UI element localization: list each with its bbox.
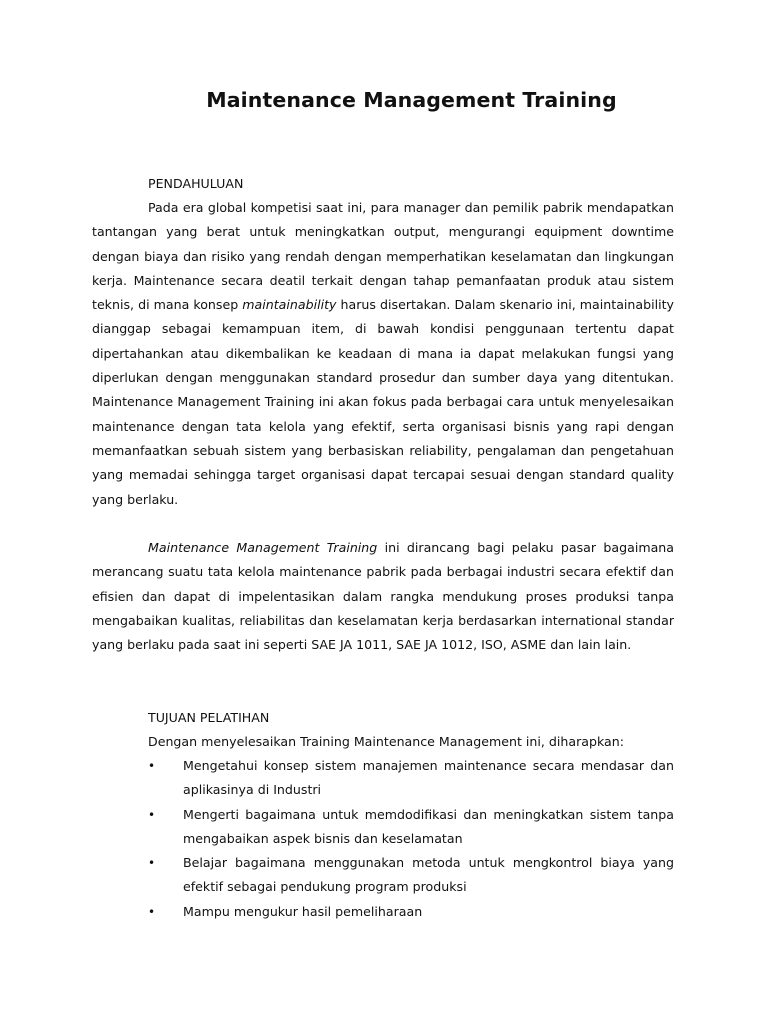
list-item: [92, 851, 674, 900]
bullet-icon: •: [148, 904, 156, 919]
list-item: [92, 900, 674, 924]
italic-term: maintainability: [242, 297, 337, 313]
paragraph-text: Pada era global kompetisi saat ini, para manager dan pemilik pabrik mendapatkan tantangan yang berat untuk meningkatkan output, mengurangi equipment downtime dengan biaya dan risiko yang rendah dengan memperhatikan keselamatan dan lingkungan kerja. Maintenance secara deatil terkait dengan tahap pemanfaatan produk atau sistem teknis, di mana konsep: [92, 200, 674, 313]
italic-term: Maintenance Management Training: [148, 540, 378, 555]
section-heading-tujuan: TUJUAN PELATIHAN: [148, 710, 270, 725]
tujuan-intro: Dengan menyelesaikan Training Maintenance Management ini, diharapkan:: [148, 734, 624, 749]
section-heading-pendahuluan: PENDAHULUAN: [148, 176, 244, 191]
list-item-text: Belajar bagaimana menggunakan metoda untuk mengkontrol biaya yang efektif sebagai pendukung program produksi: [183, 855, 674, 895]
list-item-text: Mengerti bagaimana untuk memdodifikasi dan meningkatkan sistem tanpa mengabaikan aspek bisnis dan keselamatan: [183, 806, 674, 846]
list-item: [92, 754, 674, 803]
document-title: Maintenance Management Training: [206, 88, 617, 112]
bullet-icon: •: [148, 807, 156, 822]
list-item-text: Mampu mengukur hasil pemeliharaan: [183, 903, 423, 919]
objective-list: [92, 754, 674, 924]
bullet-icon: •: [148, 759, 156, 773]
paragraph-text: ini dirancang bagi pelaku pasar bagaimana merancang suatu tata kelola maintenance pabrik pada berbagai industri secara efektif dan efisien dan dapat di impelentasikan dalam rangka mendukung proses produksi tanpa mengabaikan kualitas, reliabilitas dan keselamatan kerja berdasarkan international standar yang berlaku pada saat ini seperti SAE JA 1011, SAE JA 1012, ISO, ASME dan lain lain.: [92, 540, 675, 653]
paragraph-pendahuluan-2: [92, 536, 674, 657]
list-item: [92, 803, 674, 852]
list-item-text: Mengetahui konsep sistem manajemen maintenance secara mendasar dan aplikasinya di Industri: [183, 758, 674, 798]
paragraph-pendahuluan-1: [92, 196, 674, 512]
bullet-icon: •: [148, 856, 156, 871]
paragraph-text: harus disertakan. Dalam skenario ini, maintainability dianggap sebagai kemampuan item, di bawah kondisi penggunaan tertentu dapat dipertahankan atau dikembalikan ke keadaan di mana ia dapat melakukan fungsi yang diperlukan dengan menggunakan standard prosedur dan sumber daya yang ditentukan. Maintenance Management Training ini akan fokus pada berbagai cara untuk menyelesaikan maintenance dengan tata kelola yang efektif, serta organisasi bisnis yang rapi dengan memanfaatkan sebuah sistem yang berbasiskan reliability, pengalaman dan pengetahuan yang memadai sehingga target organisasi dapat tercapai sesuai dengan standard quality yang berlaku.: [92, 297, 674, 507]
